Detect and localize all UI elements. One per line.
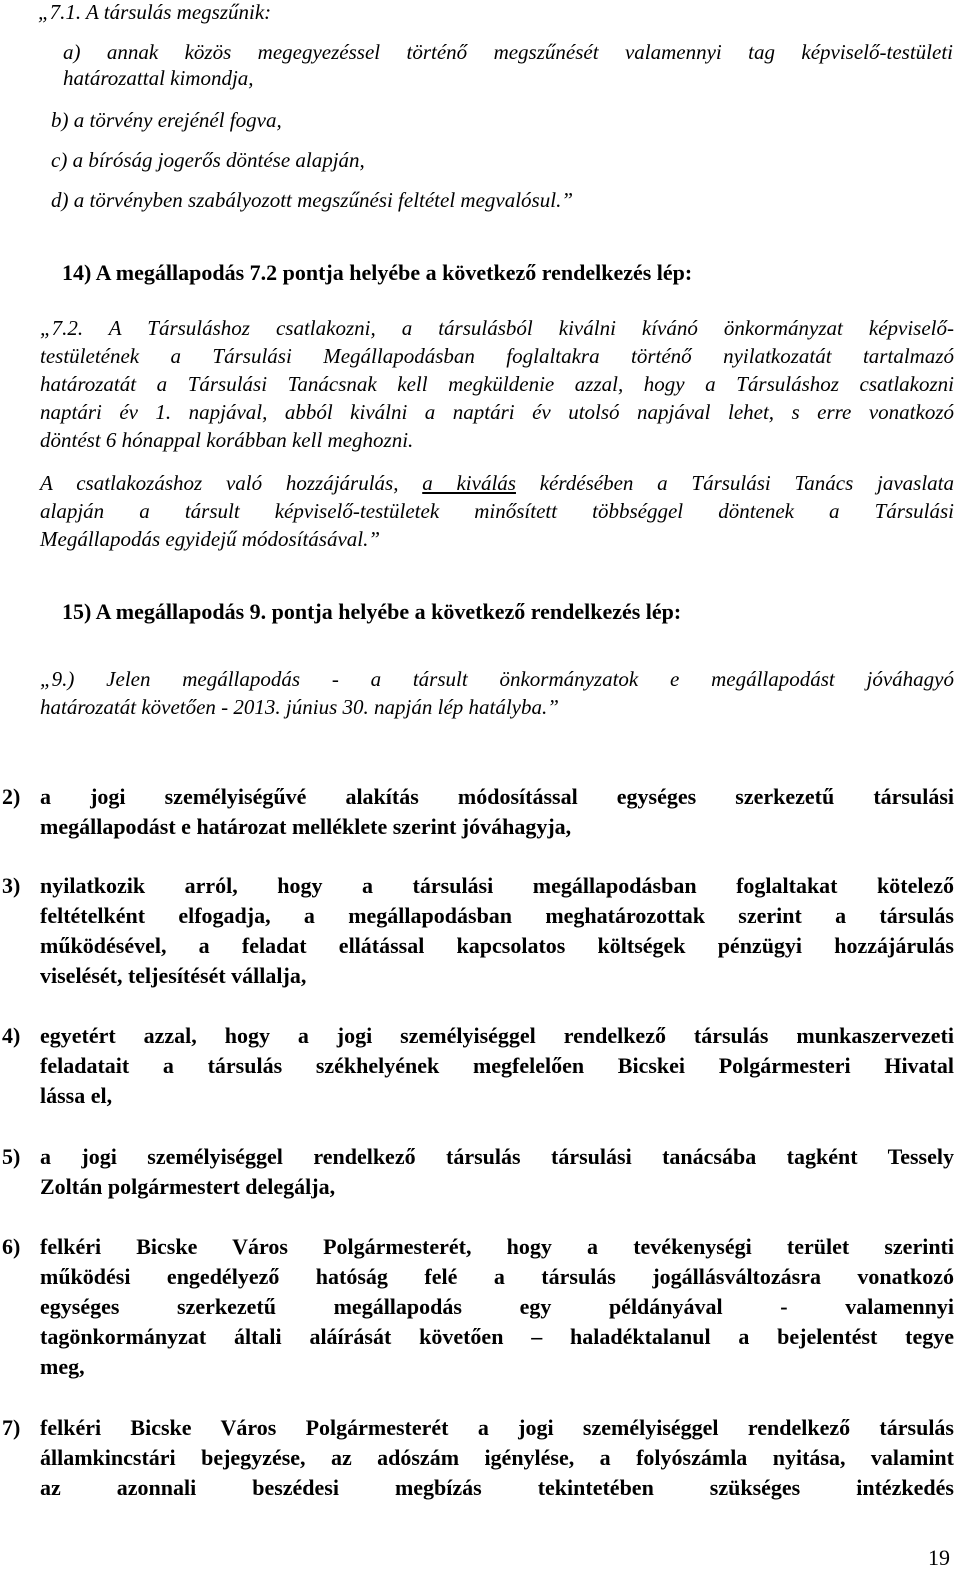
section-7-1-item-a-line1: a) annak közös megegyezéssel történő megszűnését valamennyi tag képviselő-testületi bbox=[63, 40, 953, 64]
item-2-number: 2) bbox=[2, 784, 21, 809]
item-3-line2: feltételként elfogadja, a megállapodásban meghatározottak szerint a társulás bbox=[40, 903, 954, 928]
item-5-line1: a jogi személyiséggel rendelkező társulás társulási tanácsába tagként Tessely bbox=[40, 1144, 954, 1169]
section-7-2-line2: testületének a Társulási Megállapodásban foglaltakra történő nyilatkozatát tartalmazó bbox=[40, 344, 954, 368]
section-9-line1: „9.) Jelen megállapodás - a társult önkormányzatok e megállapodást jóváhagyó bbox=[40, 667, 954, 691]
item-6-line2: működési engedélyező hatóság felé a társulás jogállásváltozásra vonatkozó bbox=[40, 1264, 954, 1289]
item-7-number: 7) bbox=[2, 1415, 21, 1440]
section-7-2-line5: döntést 6 hónappal korábban kell meghozni. bbox=[40, 428, 414, 452]
section-7-1-item-a-line2: határozattal kimondja, bbox=[63, 66, 254, 90]
section-7-1-item-b: b) a törvény erejénél fogva, bbox=[51, 108, 282, 132]
item-4-line2: feladatait a társulás székhelyének megfelelően Bicskei Polgármesteri Hivatal bbox=[40, 1053, 954, 1078]
item-3-line3: működésével, a feladat ellátással kapcsolatos költségek pénzügyi hozzájárulás bbox=[40, 933, 954, 958]
section-9-line2: határozatát követően - 2013. június 30. napján lép hatályba.” bbox=[40, 695, 559, 719]
item-6-line1: felkéri Bicske Város Polgármesterét, hogy a tevékenységi terület szerinti bbox=[40, 1234, 954, 1259]
item-4-line3: lássa el, bbox=[40, 1083, 113, 1108]
amendment-14-heading: 14) A megállapodás 7.2 pontja helyébe a következő rendelkezés lép: bbox=[62, 260, 693, 285]
section-7-1-item-c: c) a bíróság jogerős döntése alapján, bbox=[51, 148, 365, 172]
item-3-number: 3) bbox=[2, 873, 21, 898]
item-5-number: 5) bbox=[2, 1144, 21, 1169]
section-7-2-line4: naptári év 1. napjával, abból kiválni a naptári év utolsó napjával lehet, s erre vonatkozó bbox=[40, 400, 954, 424]
item-5-line2: Zoltán polgármestert delegálja, bbox=[40, 1174, 336, 1199]
section-7-2-para2-line1 bbox=[40, 468, 954, 498]
item-4-line1: egyetért azzal, hogy a jogi személyiséggel rendelkező társulás munkaszervezeti bbox=[40, 1023, 954, 1048]
para2-underlined-text: a kiválás bbox=[422, 471, 516, 495]
item-2-line1: a jogi személyiségűvé alakítás módosítással egységes szerkezetű társulási bbox=[40, 784, 954, 809]
section-7-2-line3: határozatát a Társulási Tanácsnak kell megküldenie azzal, hogy a Társuláshoz csatlakozni bbox=[40, 372, 954, 396]
section-7-2-para2-line3: Megállapodás egyidejű módosításával.” bbox=[40, 527, 381, 551]
page-number: 19 bbox=[928, 1545, 950, 1570]
item-7-line3: az azonnali beszédesi megbízás tekintetében szükséges intézkedés bbox=[40, 1475, 954, 1500]
para2-text-start: A csatlakozáshoz való hozzájárulás, bbox=[40, 471, 423, 495]
item-3-line4: viselését, teljesítését vállalja, bbox=[40, 963, 307, 988]
item-6-line5: meg, bbox=[40, 1354, 85, 1379]
section-7-1-heading: „7.1. A társulás megszűnik: bbox=[38, 0, 272, 24]
section-7-2-line1: „7.2. A Társuláshoz csatlakozni, a társulásból kiválni kívánó önkormányzat képviselő- bbox=[40, 316, 954, 340]
para2-text-end: kérdésében a Társulási Tanács javaslata bbox=[515, 471, 955, 495]
item-3-line1: nyilatkozik arról, hogy a társulási megállapodásban foglaltakat kötelező bbox=[40, 873, 954, 898]
item-6-line3: egységes szerkezetű megállapodás egy példányával - valamennyi bbox=[40, 1294, 954, 1319]
amendment-15-heading: 15) A megállapodás 9. pontja helyébe a következő rendelkezés lép: bbox=[62, 599, 682, 624]
section-7-1-item-d: d) a törvényben szabályozott megszűnési feltétel megvalósul.” bbox=[51, 188, 573, 212]
item-4-number: 4) bbox=[2, 1023, 21, 1048]
item-6-line4: tagönkormányzat általi aláírását követően – haladéktalanul a bejelentést tegye bbox=[40, 1324, 954, 1349]
item-6-number: 6) bbox=[2, 1234, 21, 1259]
item-2-line2: megállapodást e határozat melléklete szerint jóváhagyja, bbox=[40, 814, 572, 839]
item-7-line2: államkincstári bejegyzése, az adószám igénylése, a folyószámla nyitása, valamint bbox=[40, 1445, 954, 1470]
item-7-line1: felkéri Bicske Város Polgármesterét a jogi személyiséggel rendelkező társulás bbox=[40, 1415, 954, 1440]
section-7-2-para2-line2: alapján a társult képviselő-testületek minősített többséggel döntenek a Társulási bbox=[40, 499, 954, 523]
